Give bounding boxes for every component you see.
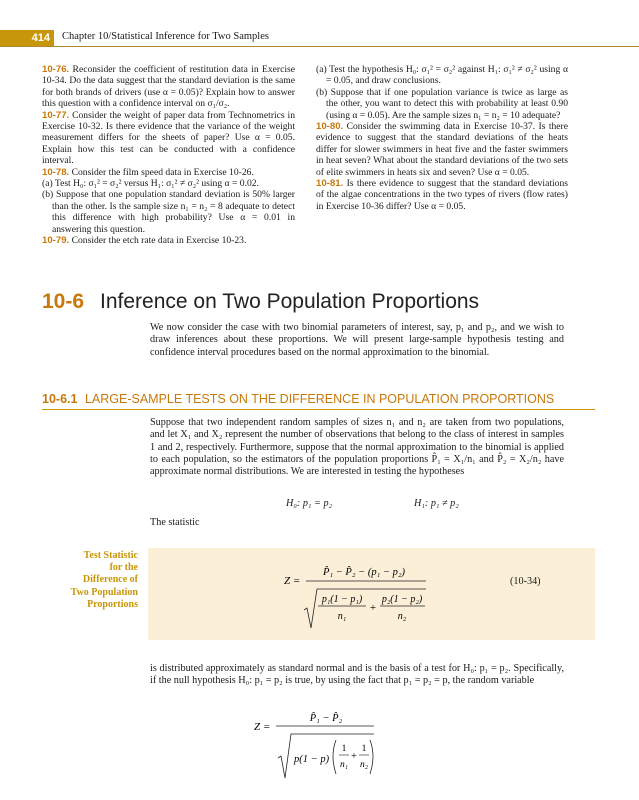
formula1-term1-num: p₁(1 − p₁) xyxy=(321,594,363,605)
section-title: Inference on Two Population Proportions xyxy=(100,290,480,313)
formula1-term2-num: p₂(1 − p₂) xyxy=(381,594,423,605)
exercise-10-77: 10-77. Consider the weight of paper data from Technometrics in Exercise 10-32. Is there evidence that the variance of the weight measurement differs for the sheets of paper? Use α = 0.05. Explain how this test can be conducted with a confidence interval. xyxy=(42,109,295,167)
test-statistic-formula xyxy=(280,556,430,636)
header-rule xyxy=(0,46,639,47)
exercise-10-78-b: (b) Suppose that one population standard deviation is 50% larger than the other. Is the sample size n₁ = n₂ = 8 adequate to detect this difference with high probability? Use α = 0.01 in answering this question. xyxy=(42,189,295,235)
exercise-10-79: 10-79. Consider the etch rate data in Exercise 10-23. xyxy=(42,235,247,247)
subsection-title: LARGE-SAMPLE TESTS ON THE DIFFERENCE IN POPULATION PROPORTIONS xyxy=(84,392,555,406)
formula1-term2-den: n₂ xyxy=(397,611,407,622)
sidebar-label: Test Statistic for the Difference of Two Population Proportions xyxy=(70,550,138,610)
section-intro: We now consider the case with two binomial parameters of interest, say, p₁ and p₂, and we wish to draw inferences about these proportions. We will present large-sample hypothesis testing and confidence interval procedures based on the normal approximation to the binomial. xyxy=(150,322,564,358)
subsection-para2: is distributed approximately as standard normal and is the basis of a test for H₀: p₁ = p₂. Specifically, if the null hypothesis H₀: p₁ = p₂ is true, by using the fact that p₁ = p₂ = p, the random variable xyxy=(150,663,564,687)
statistic-label: The statistic xyxy=(150,517,200,528)
formula1-lhs: Z = xyxy=(284,575,301,587)
exercise-10-79-a: (a) Test the hypothesis H₀: σ₁² = σ₂² against H₁: σ₁² ≠ σ₂² using α = 0.05, and draw conclusions. xyxy=(316,64,568,87)
formula2-numerator: P̂₁ − P̂₂ xyxy=(309,713,343,724)
page-number: 414 xyxy=(0,30,54,46)
left-column xyxy=(42,64,295,247)
right-column xyxy=(316,64,568,212)
subsection-rule xyxy=(42,409,595,410)
formula1-plus: + xyxy=(369,602,377,614)
formula1-numerator: P̂₁ − P̂₂ − (p₁ − p₂) xyxy=(323,567,405,578)
formula1-term1-den: n₁ xyxy=(337,611,347,622)
alt-hypothesis: H₁: p₁ ≠ p₂ xyxy=(414,498,459,509)
pooled-z-formula xyxy=(250,706,380,796)
formula2-plus: + xyxy=(351,751,357,762)
section-heading xyxy=(42,290,479,314)
formula2-den-b: n₂ xyxy=(359,760,369,770)
subsection-number: 10-6.1 xyxy=(42,392,78,406)
formula2-factor: p(1 − p) xyxy=(294,754,330,765)
subsection-heading xyxy=(42,392,554,406)
exercise-10-78: 10-78. Consider the film speed data in Exercise 10-26. xyxy=(42,166,254,178)
formula2-one-a: 1 xyxy=(341,744,347,754)
exercise-10-78-a: (a) Test H₀: σ₁² = σ₂² versus H₁: σ₁² ≠ σ₂² using α = 0.02. xyxy=(42,178,259,190)
formula2-right-paren xyxy=(370,740,373,774)
null-hypothesis: H₀: p₁ = p₂ xyxy=(286,498,333,509)
equation-number: (10-34) xyxy=(510,576,541,587)
formula2-den-a: n₁ xyxy=(339,760,349,770)
formula2-lhs: Z = xyxy=(254,721,271,733)
exercise-10-79-b: (b) Suppose that if one population variance is twice as large as the other, you want to detect this with probability at least 0.90 (using α = 0.05). Are the sample sizes n₁ = n₂ = 10 adequate? xyxy=(316,86,568,121)
formula2-left-paren xyxy=(333,740,336,774)
exercise-10-81: 10-81. Is there evidence to suggest that the standard deviations of the algae concentrations in the two types of rivers (flow rates) in Exercise 10-36 differ? Use α = 0.05. xyxy=(316,178,568,212)
section-number: 10-6 xyxy=(42,290,85,313)
formula2-one-b: 1 xyxy=(361,744,367,754)
chapter-title: Chapter 10/Statistical Inference for Two Samples xyxy=(62,31,269,42)
subsection-para1: Suppose that two independent random samples of sizes n₁ and n₂ are taken from two populations, and let X₁ and X₂ represent the number of observations that belong to the class of interest in samples 1 and 2, respectively. Furthermore, suppose that the normal approximation to the binomial is applied to each population, so the estimators of the population proportions P̂₁ = X₁/n₁ and P̂₂ = X₂/n₂ have approximate normal distributions. We are interested in testing the hypotheses xyxy=(150,417,564,478)
exercise-10-76: 10-76. Reconsider the coefficient of restitution data in Exercise 10-34. Do the data suggest that the standard deviation is the same for both brands of drivers (use α = 0.05)? Explain how to answer this question with a confidence interval on σ₁/σ₂. xyxy=(42,64,295,110)
exercise-10-80: 10-80. Consider the swimming data in Exercise 10-37. Is there evidence to suggest that the standard deviations of the heats differ for slower swimmers in heat five and the faster swimmers in heat seven? What about the standard deviations of the two sets of elite swimmers in heats six and seven? Use α = 0.05. xyxy=(316,121,568,178)
